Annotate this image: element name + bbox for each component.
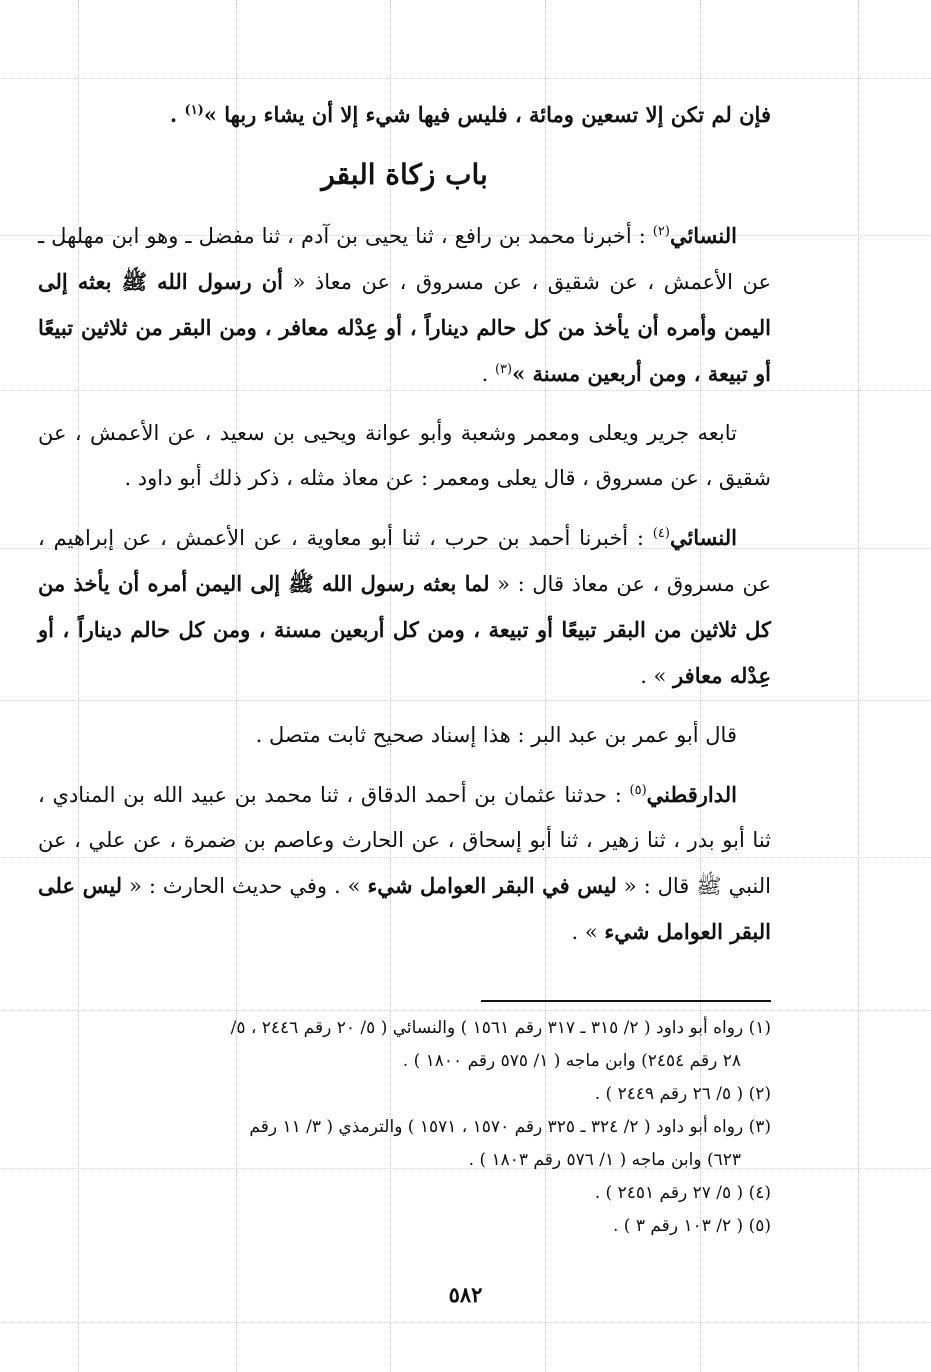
- source-name: الدارقطني: [646, 782, 737, 807]
- period: .: [481, 362, 495, 386]
- footnote-text: ٦٢٣) وابن ماجه ( ١/ ٥٧٦ رقم ١٨٠٣ ) .: [468, 1150, 741, 1170]
- hadith-paragraph-2: [38, 515, 771, 699]
- footnote-separator: [481, 1000, 771, 1002]
- footnote-ref: (٤): [652, 526, 670, 541]
- grading-paragraph: قال أبو عمر بن عبد البر : هذا إسناد صحيح ثابت متصل .: [255, 723, 737, 747]
- chapter-heading: باب زكاة البقر: [321, 158, 488, 191]
- footnote-text: ( ٥/ ٢٦ رقم ٢٤٤٩ ) .: [594, 1084, 744, 1104]
- footnote-text: ( ٢/ ١٠٣ رقم ٣ ) .: [612, 1216, 744, 1236]
- hadith-quote: أن رسول الله ﷺ بعثه إلى اليمن وأمره أن يأخذ من كل حالم ديناراً ، أو عِدْله معافر ، ومن البقر من ثلاثين تبيعًا أو تبيعة ، ومن أربعين مسنة: [38, 269, 771, 386]
- footnote-number: (٣): [748, 1117, 771, 1137]
- guide-line: [858, 0, 859, 1372]
- footnote-ref: (٣): [494, 362, 513, 377]
- isnad-text: : أخبرنا أحمد بن حرب ، ثنا أبو معاوية ، عن الأعمش ، عن إبراهيم ، عن مسروق ، عن معاذ قال : «: [38, 526, 771, 596]
- footnote-number: (٢): [748, 1084, 771, 1104]
- footnote-number: (٥): [748, 1216, 771, 1236]
- source-name: النسائي: [669, 223, 737, 248]
- guide-line: [0, 1322, 931, 1323]
- footnote-text: ( ٥/ ٢٧ رقم ٢٤٥١ ) .: [594, 1183, 744, 1203]
- connector-text: » . وفي حديث الحارث : «: [122, 874, 368, 898]
- hadith-paragraph-1: [38, 213, 771, 397]
- footnotes: [38, 1012, 771, 1243]
- quote-close: » .: [571, 920, 605, 944]
- isnad-text: : حدثنا عثمان بن أحمد الدقاق ، ثنا محمد بن عبيد الله بن المنادي ، ثنا أبو بدر ، ثنا زهير ، ثنا أبو إسحاق ، عن الحارث وعاصم بن ضمرة ، عن علي ، عن النبي ﷺ قال : «: [38, 783, 771, 898]
- footnote-number: (١): [748, 1018, 771, 1038]
- footnote-number: (٤): [748, 1183, 771, 1203]
- guide-line: [0, 78, 931, 79]
- lead-paragraph: فإن لم تكن إلا تسعين ومائة ، فليس فيها شيء إلا أن يشاء ربها »$^{(١)}$ .: [169, 102, 771, 127]
- footnote-item: [38, 1177, 771, 1210]
- hadith-quote: لما بعثه رسول الله ﷺ إلى اليمن أمره أن يأخذ من كل ثلاثين من البقر تبيعًا أو تبيعة ، ومن كل أربعين مسنة ، ومن كل حالم ديناراً ، أو عِدْله معافر: [38, 571, 771, 688]
- footnote-ref: (٢): [652, 224, 670, 239]
- hadith-quote: ليس في البقر العوامل شيء: [367, 873, 617, 898]
- quote-close: »: [512, 361, 533, 386]
- footnote-item: [38, 1210, 771, 1243]
- main-text: [38, 92, 771, 969]
- footnote-ref: (٥): [629, 783, 647, 798]
- footnote-item: [38, 1111, 771, 1177]
- footnote-ref: (١): [184, 103, 204, 118]
- hadith-paragraph-3: [38, 772, 771, 955]
- footnote-item: [38, 1012, 771, 1078]
- footnote-text: ٢٨ رقم ٢٤٥٤) وابن ماجه ( ١/ ٥٧٥ رقم ١٨٠٠ ) .: [402, 1051, 741, 1071]
- lead-text: فإن لم تكن إلا تسعين ومائة ، فليس فيها شيء إلا أن يشاء ربها »: [203, 102, 771, 127]
- footnote-text: رواه أبو داود ( ٢/ ٣٢٤ ـ ٣٢٥ رقم ١٥٧٠ ، ١٥٧١ ) والترمذي ( ٣/ ١١ رقم: [249, 1117, 744, 1137]
- isnad-text: : أخبرنا محمد بن رافع ، ثنا يحيى بن آدم ، ثنا مفضل ـ وهو ابن مهلهل ـ عن الأعمش ، عن شقيق ، عن مسروق ، عن معاذ «: [38, 224, 771, 294]
- page-number: ٥٨٢: [448, 1282, 483, 1307]
- quote-close: » .: [640, 664, 674, 688]
- guide-line: [0, 1010, 931, 1011]
- hadith-quote: ليس على البقر العوامل شيء: [38, 873, 771, 944]
- footnote-text: رواه أبو داود ( ٢/ ٣١٥ ـ ٣١٧ رقم ١٥٦١ ) والنسائي ( ٥/ ٢٠ رقم ٢٤٤٦ ، ٥/: [230, 1018, 744, 1038]
- footnote-item: [38, 1078, 771, 1111]
- source-name: النسائي: [669, 525, 737, 550]
- commentary-paragraph: تابعه جرير ويعلى ومعمر وشعبة وأبو عوانة ويحيى بن سعيد ، عن الأعمش ، عن شقيق ، عن مسروق ، قال يعلى ومعمر : عن معاذ مثله ، ذكر ذلك أبو داود .: [38, 421, 771, 490]
